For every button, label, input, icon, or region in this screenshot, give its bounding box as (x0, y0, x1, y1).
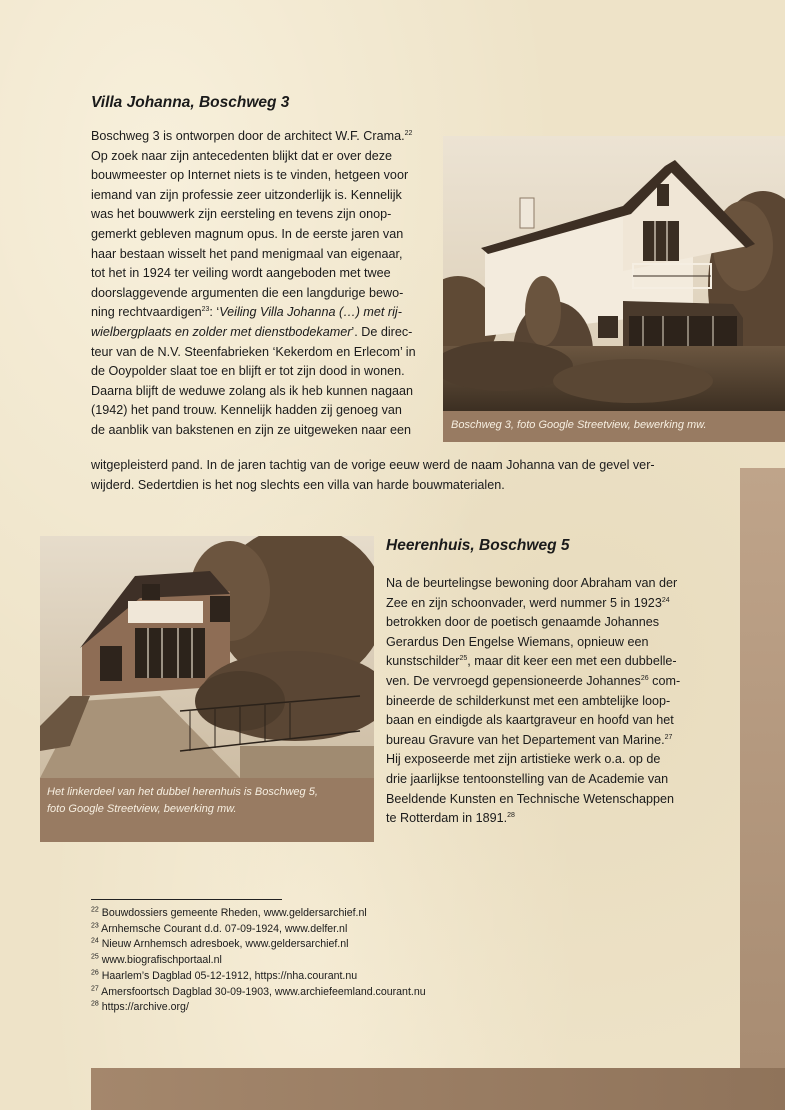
footnotes-list (91, 906, 651, 1016)
footnote-divider (91, 899, 282, 900)
text-line: ven. De vervroegd gepensioneerde Johannes$^{26}$ com- (386, 673, 681, 688)
house-photo-boschweg-5 (40, 536, 374, 778)
section-heading-villa-johanna: Villa Johanna, Boschweg 3 (91, 94, 290, 111)
text-line: gemerkt gebleven magnum opus. In de eerste jaren van (91, 226, 404, 241)
text-line: betrokken door de poetisch genaamde Johannes (386, 615, 660, 630)
footnote-ref[interactable]: 26 (640, 674, 649, 682)
text-line: drie jaarlijkse tentoonstelling van de Academie van (386, 771, 669, 786)
text-line: de aanblik van bakstenen en zijn ze uitgeweken naar een (91, 422, 411, 437)
footnote-item: $^{22}$ Bouwdossiers gemeente Rheden, www.geldersarchief.nl (91, 906, 367, 919)
text-line: tot het in 1924 ter veiling wordt aangeboden met twee (91, 266, 391, 281)
text-line: Gerardus Den Engelse Wiemans, opnieuw een (386, 634, 649, 649)
footnote-item: $^{28}$ https://archive.org/ (91, 1000, 189, 1014)
text-line: bureau Gravure van het Departement van Marine.$^{27}$ (386, 732, 673, 747)
text-line: wielbergplaats en zolder met dienstbodekamer’. De direc- (91, 324, 413, 339)
text-line: wijderd. Sedertdien is het nog slechts een villa van harde bouwmaterialen. (91, 477, 505, 492)
footnote-ref[interactable]: 27 (664, 733, 673, 741)
text-line: Beeldende Kunsten en Technische Wetenschappen (386, 791, 675, 806)
text-line: bouwmeester op Internet niets is te vinden, hetgeen voor (91, 168, 409, 183)
house-photo-boschweg-3 (443, 136, 785, 411)
text-line: Hij exposeerde met zijn artistieke werk o.a. op de (386, 752, 661, 767)
footnote-ref[interactable]: 24 (661, 596, 670, 604)
paragraph-heerenhuis (386, 574, 693, 829)
text-line: baan en eindigde als kaartgraveur en hoofd van het (386, 713, 674, 728)
text-line: witgepleisterd pand. In de jaren tachtig van de vorige eeuw werd de naam Johanna van de gevel ver- (91, 458, 655, 472)
text-line: doorslaggevende argumenten die een langdurige bewo- (91, 285, 404, 300)
footnote-item: $^{24}$ Nieuw Arnhemsch adresboek, www.geldersarchief.nl (91, 937, 349, 951)
text-line: Daarna blijft de weduwe zolang als ik heb kunnen nagaan (91, 383, 414, 398)
footnote-ref[interactable]: 25 (459, 655, 468, 663)
text-line: Boschweg 3 is ontworpen door de architect W.F. Crama.$^{22}$ (91, 129, 413, 143)
footnote-ref[interactable]: 28 (507, 811, 515, 819)
paragraph-villa-johanna-end (91, 456, 695, 495)
photo-caption: Boschweg 3, foto Google Streetview, bewerking mw. (451, 419, 707, 431)
text-line: (1942) het pand trouw. Kennelijk hadden zij genoeg van (91, 403, 402, 418)
text-line: iemand van zijn professie zeer uitzonderlijk is. Kennelijk (91, 187, 402, 202)
text-line: teur van de N.V. Steenfabrieken ‘Kekerdom en Erlecom’ in (91, 344, 416, 359)
photo-frame-boschweg-5 (40, 536, 374, 842)
text-line: te Rotterdam in 1891.28 (386, 811, 515, 826)
text-line: Na de beurtelingse bewoning door Abraham van der (386, 576, 678, 590)
text-line: de Ooypolder slaat toe en blijft er tot zijn dood in wonen. (91, 364, 405, 379)
text-line: was het bouwwerk zijn eersteling en tevens zijn onop- (91, 207, 392, 222)
text-line: bineerde de schilderkunst met een ambtelijke loop- (386, 693, 671, 708)
footnote-ref[interactable]: 22 (404, 129, 413, 137)
section-heading-heerenhuis: Heerenhuis, Boschweg 5 (386, 537, 570, 554)
footnote-ref[interactable]: 23 (201, 306, 210, 314)
photo-frame-boschweg-3 (443, 136, 785, 442)
footnote-item: $^{23}$ Arnhemsche Courant d.d. 07-09-1924, www.delfer.nl (91, 922, 348, 935)
footnote-item: $^{25}$ www.biografischportaal.nl (91, 953, 222, 967)
decorative-band-bottom (91, 1068, 785, 1110)
text-line: haar bestaan wisselt het pand menigmaal van eigenaar, (91, 246, 403, 261)
text-line: ning rechtvaardigen$^{23}$: ‘Veiling Villa Johanna (…) met rij- (91, 305, 402, 320)
text-line: kunstschilder$^{25}$, maar dit keer een met een dubbelle- (386, 654, 677, 669)
photo-caption: Het linkerdeel van het dubbel herenhuis is Boschweg 5, foto Google Streetview, bewerking mw. (47, 786, 318, 815)
footnote-item: $^{27}$ Amersfoortsch Dagblad 30-09-1903, www.archiefeemland.courant.nu (91, 984, 426, 998)
paragraph-villa-johanna (91, 127, 433, 441)
decorative-band-right (740, 468, 785, 1068)
text-line: Op zoek naar zijn antecedenten blijkt dat er over deze (91, 148, 393, 163)
text-line: Zee en zijn schoonvader, werd nummer 5 in 1923$^{24}$ (386, 595, 670, 610)
footnote-item: $^{26}$ Haarlem’s Dagblad 05-12-1912, https://nha.courant.nu (91, 969, 358, 982)
